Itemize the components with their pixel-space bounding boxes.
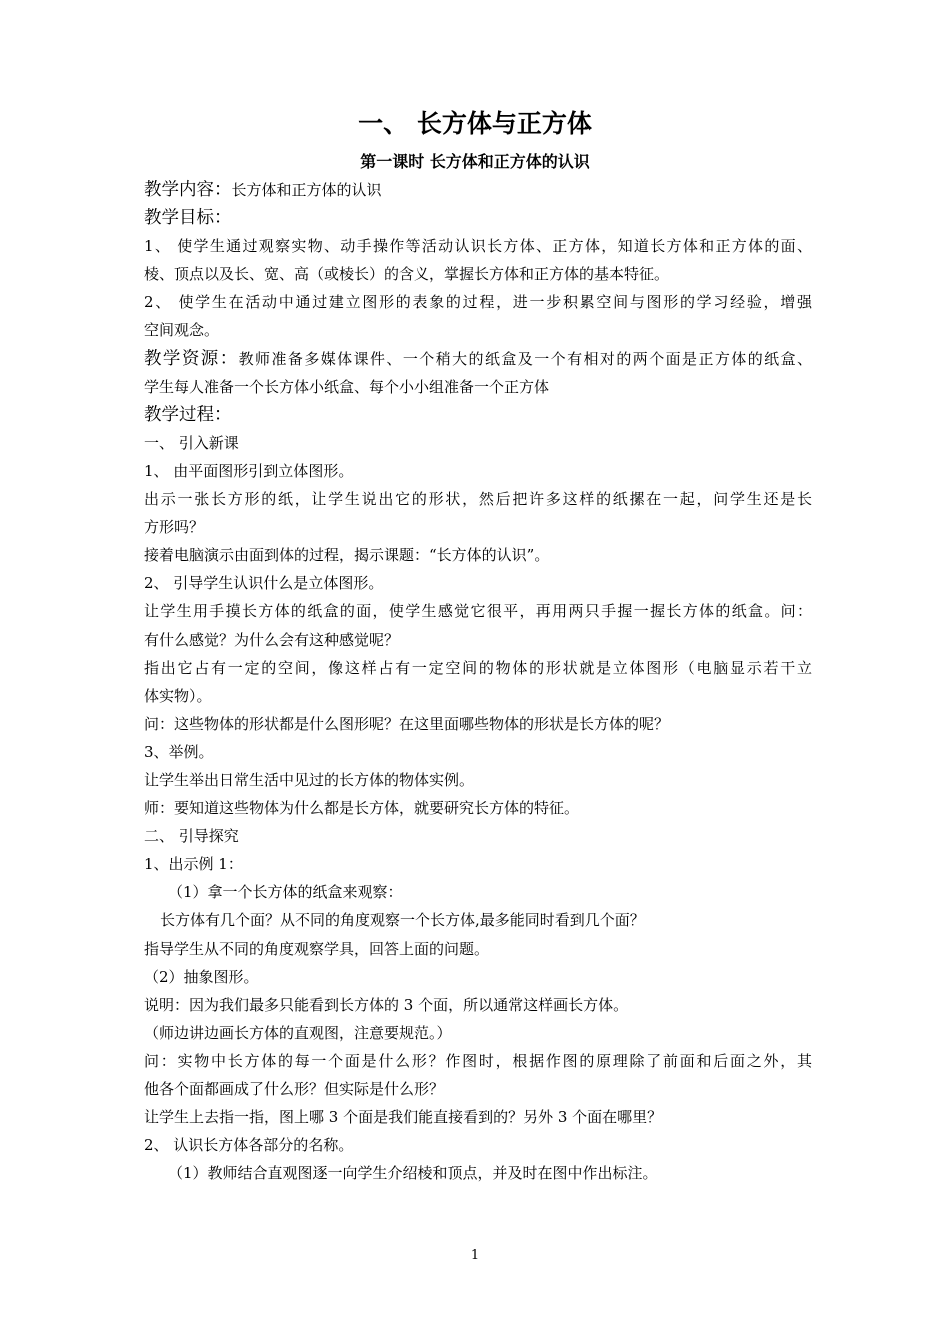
paragraph-line: 方形吗？ <box>144 518 205 537</box>
paragraph-line: 一、 引入新课 <box>144 433 239 452</box>
paragraph-line: 教学目标： <box>144 208 232 229</box>
paragraph-line: 空间观念。 <box>144 321 220 340</box>
paragraph-line: 指导学生从不同的角度观察学具，回答上面的问题。 <box>144 939 490 958</box>
paragraph-line: 让学生上去指一指，图上哪 3 个面是我们能直接看到的？另外 3 个面在哪里？ <box>144 1108 663 1127</box>
paragraph-line: 二、 引导探究 <box>144 827 239 846</box>
section-text: 长方体和正方体的认识 <box>231 181 382 199</box>
paragraph-line: 有什么感觉？为什么会有这种感觉呢？ <box>144 630 400 649</box>
paragraph-line: 长方体有几个面？从不同的角度观察一个长方体,最多能同时看到几个面？ <box>160 911 645 930</box>
document-title: 一、 长方体与正方体 <box>358 109 592 138</box>
paragraph-line: （1）教师结合直观图逐一向学生介绍棱和顶点，并及时在图中作出标注。 <box>168 1164 658 1183</box>
paragraph-line: 让学生举出日常生活中见过的长方体的物体实例。 <box>144 770 475 789</box>
page-number: 1 <box>470 1248 480 1263</box>
document-body <box>144 176 812 1187</box>
paragraph-line: 体实物）。 <box>144 686 212 705</box>
paragraph-line: （1）拿一个长方体的纸盒来观察： <box>168 883 403 902</box>
paragraph-line: 2、 引导学生认识什么是立体图形。 <box>144 574 384 593</box>
section-text: 教师准备多媒体课件、一个稍大的纸盒及一个有相对的两个面是正方体的纸盒、 <box>238 349 812 368</box>
paragraph-line: 学生每人准备一个长方体小纸盒、每个小小组准备一个正方体 <box>144 377 550 396</box>
paragraph-line: 问：实物中长方体的每一个面是什么形？作图时，根据作图的原理除了前面和后面之外，其 <box>144 1051 812 1070</box>
paragraph-line: 师：要知道这些物体为什么都是长方体，就要研究长方体的特征。 <box>144 799 580 818</box>
paragraph-line: 说明：因为我们最多只能看到长方体的 3 个面，所以通常这样画长方体。 <box>144 995 629 1014</box>
paragraph-line: 指出它占有一定的空间，像这样占有一定空间的物体的形状就是立体图形（电脑显示若干立 <box>144 658 812 677</box>
paragraph-line: 出示一张长方形的纸，让学生说出它的形状，然后把许多这样的纸摞在一起，问学生还是长 <box>144 490 812 509</box>
paragraph-line: （2）抽象图形。 <box>144 967 259 986</box>
paragraph-line <box>144 345 812 373</box>
paragraph-line: 1、 由平面图形引到立体图形。 <box>144 461 354 480</box>
paragraph-line: 他各个面都画成了什么形？但实际是什么形？ <box>144 1080 445 1098</box>
paragraph-line: 2、 认识长方体各部分的名称。 <box>144 1136 354 1155</box>
paragraph-line: 2、 使学生在活动中通过建立图形的表象的过程，进一步积累空间与图形的学习经验，增强 <box>144 293 812 312</box>
paragraph-line: 接着电脑演示由面到体的过程，揭示课题：“长方体的认识”。 <box>144 546 550 565</box>
paragraph-line: 让学生用手摸长方体的纸盒的面，使学生感觉它很平，再用两只手握一握长方体的纸盒。问： <box>144 602 812 621</box>
paragraph-line: 1、出示例 1： <box>144 855 243 874</box>
document-subtitle: 第一课时 长方体和正方体的认识 <box>360 152 590 171</box>
paragraph-line: 1、 使学生通过观察实物、动手操作等活动认识长方体、正方体，知道长方体和正方体的面、 <box>144 237 812 256</box>
paragraph-line: 棱、顶点以及长、宽、高（或棱长）的含义，掌握长方体和正方体的基本特征。 <box>144 265 670 284</box>
section-label: 教学资源： <box>144 348 239 369</box>
paragraph-line <box>144 176 812 204</box>
paragraph-line: 教学过程： <box>144 404 232 425</box>
section-label: 教学内容： <box>144 180 232 200</box>
paragraph-line: （师边讲边画长方体的直观图，注意要规范。） <box>144 1023 452 1042</box>
paragraph-line: 问：这些物体的形状都是什么图形呢？在这里面哪些物体的形状是长方体的呢？ <box>144 714 670 733</box>
paragraph-line: 3、举例。 <box>144 742 214 761</box>
